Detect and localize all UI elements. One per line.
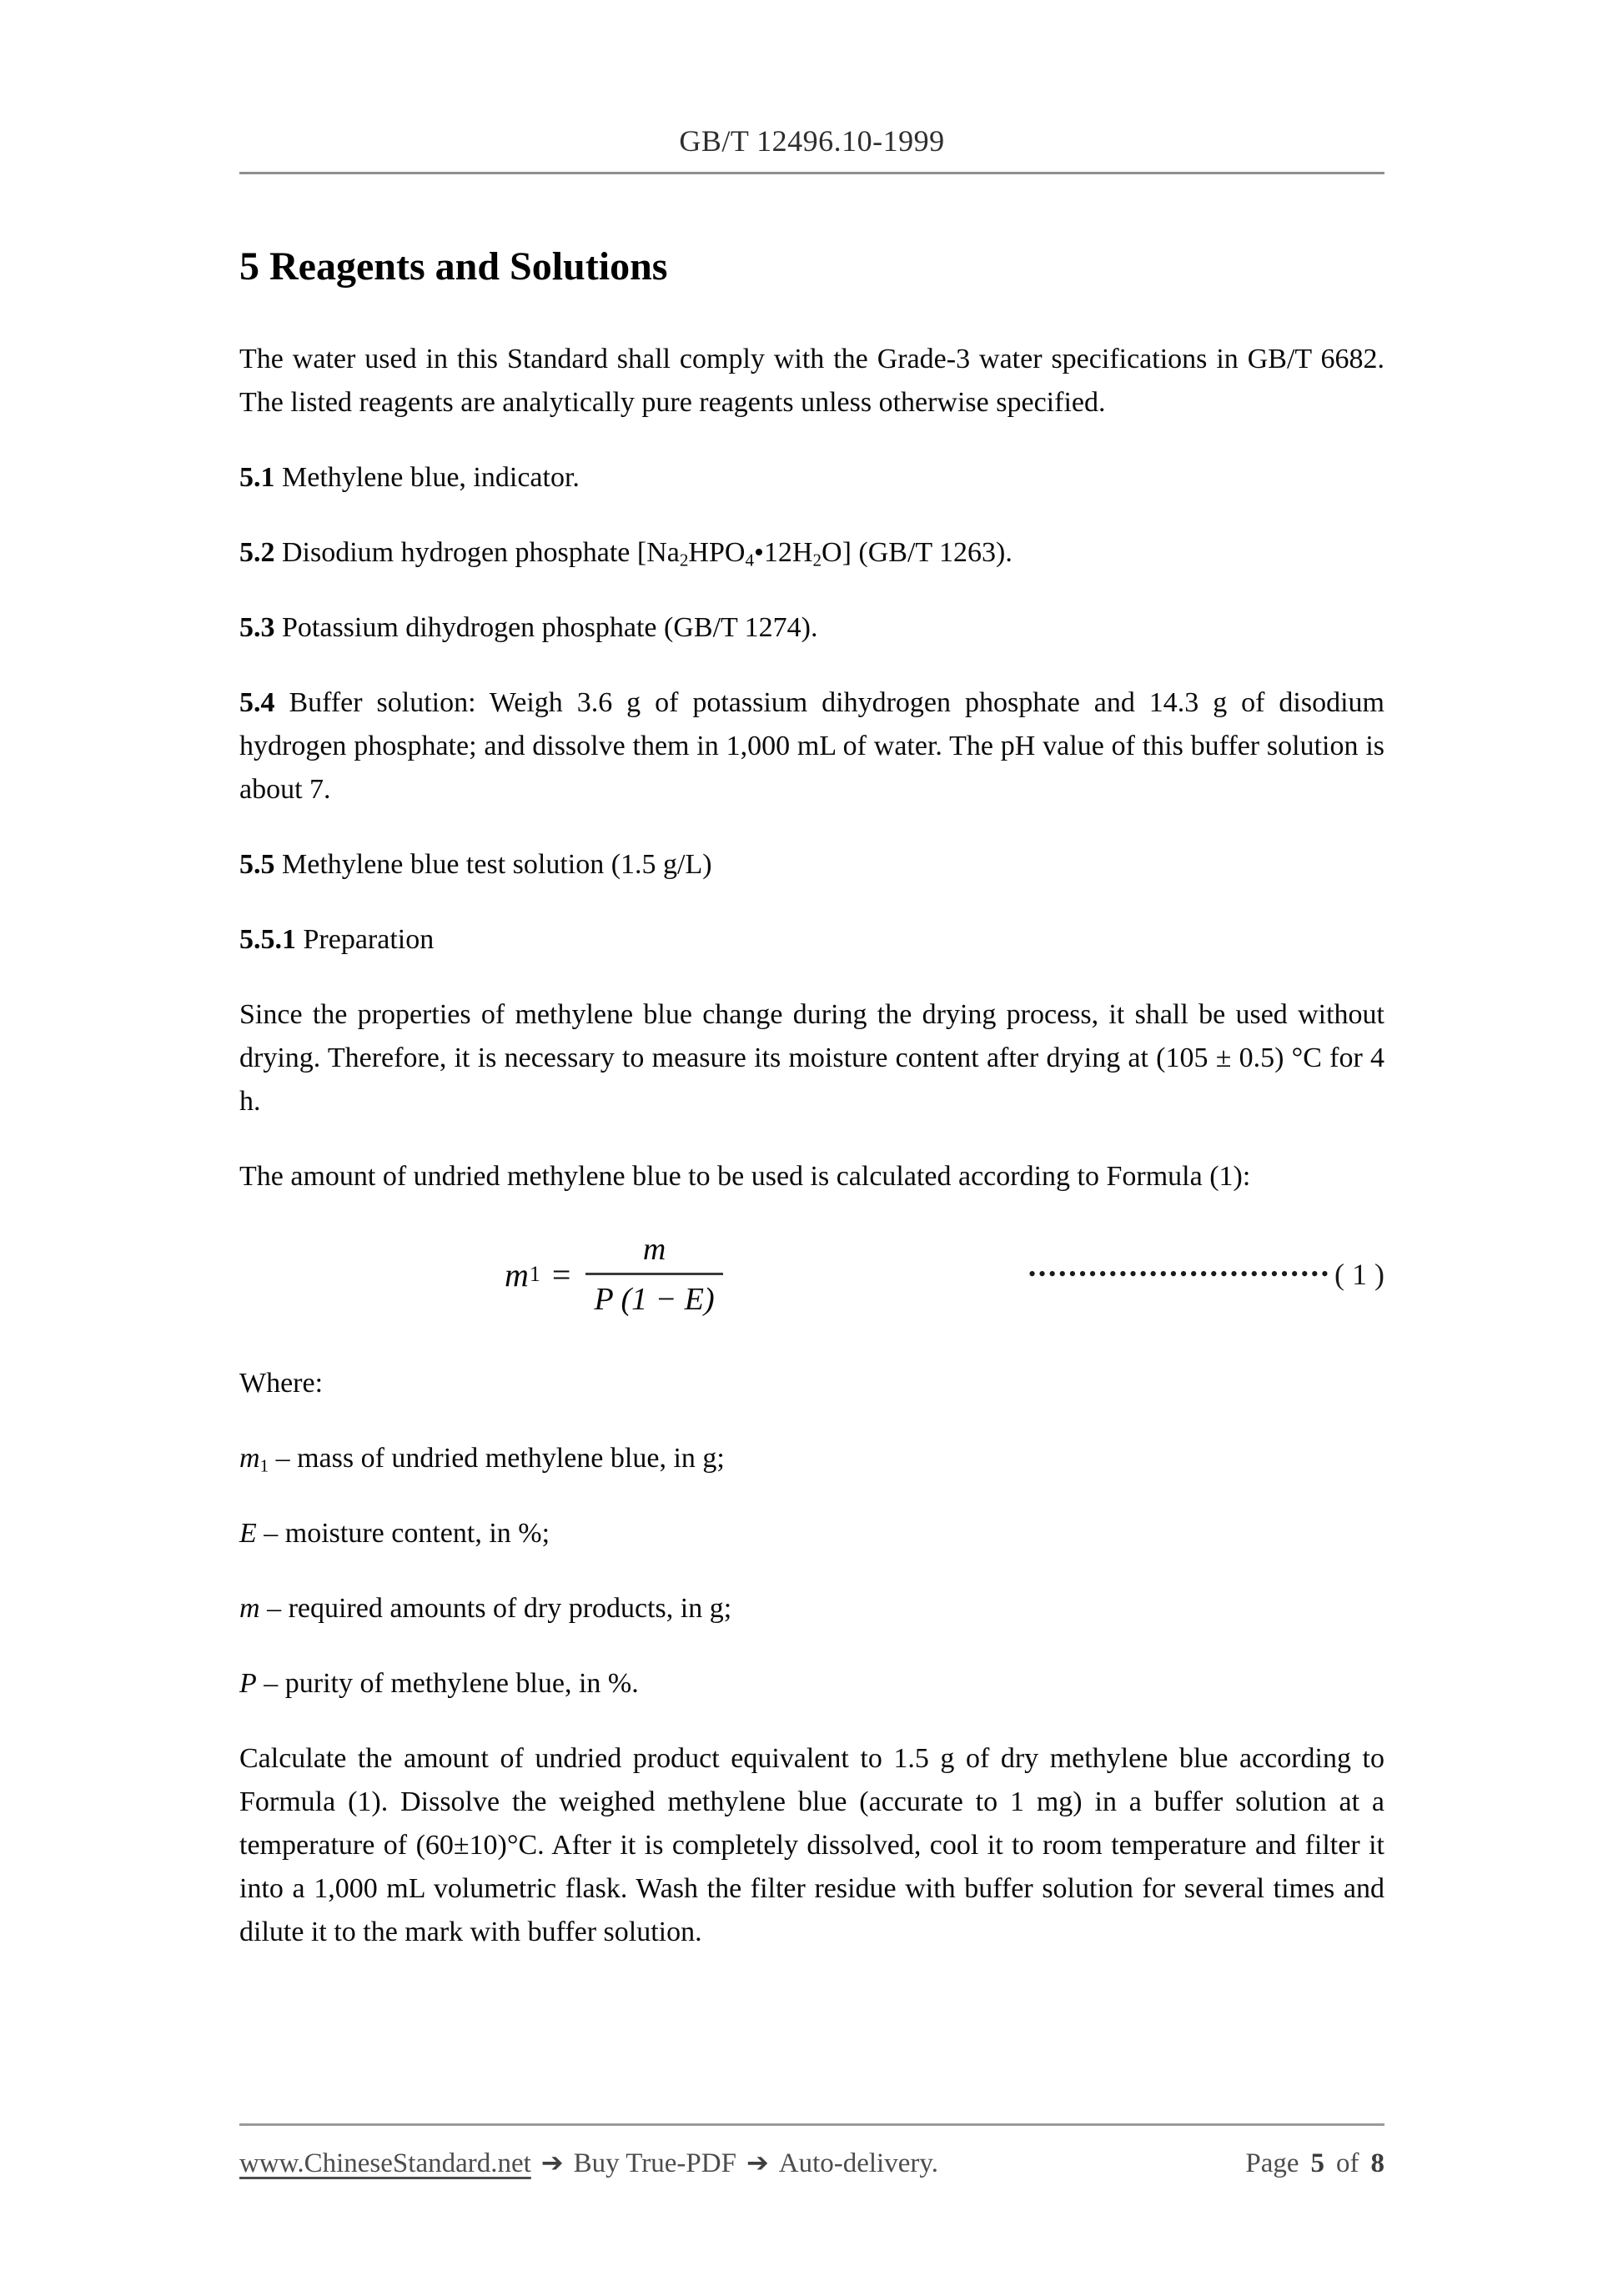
- chem-subscript: 2: [812, 550, 822, 570]
- clause-text: Methylene blue test solution (1.5 g/L): [282, 849, 712, 880]
- website-link[interactable]: www.ChineseStandard.net: [239, 2148, 531, 2178]
- definition-E: [239, 1512, 1384, 1555]
- chem-subscript: 4: [745, 550, 754, 570]
- footer-divider: [239, 2123, 1384, 2126]
- page-footer: [239, 2123, 1384, 2180]
- definition-m1: [239, 1437, 1384, 1480]
- definition-text: – moisture content, in %;: [256, 1518, 550, 1549]
- fraction-denominator: P (1 − E): [585, 1273, 722, 1319]
- definition-variable: m: [239, 1443, 260, 1474]
- footer-content: [239, 2146, 1384, 2180]
- clause-5-2: [239, 531, 1384, 575]
- formula-lhs: m 1 = $\frac{m}{P (1 - E)}$: [505, 1231, 723, 1319]
- clause-5-5-1: [239, 918, 1384, 962]
- current-page-number: 5: [1310, 2148, 1324, 2178]
- chem-subscript: 2: [679, 550, 689, 570]
- buy-pdf-label: Buy True-PDF: [573, 2148, 736, 2178]
- clause-text: Buffer solution: Weigh 3.6 g of potassium dihydrogen phosphate and 14.3 g of disodium hydrogen phosphate; and dissolve them in 1,000 mL of water. The pH value of this buffer solution is about 7.: [239, 687, 1385, 805]
- clause-number: 5.1: [239, 462, 275, 493]
- definition-variable: E: [239, 1518, 257, 1549]
- equals-sign: =: [551, 1255, 571, 1294]
- formula-number-label: ( 1 ): [1334, 1258, 1384, 1291]
- dotted-leader: ••••••••••••••••••••••••••••••: [1028, 1262, 1332, 1286]
- definition-subscript: 1: [259, 1455, 269, 1476]
- clause-5-5: [239, 843, 1384, 887]
- definition-m: [239, 1587, 1384, 1630]
- section-title: 5 Reagents and Solutions: [239, 244, 668, 289]
- clause-5-3: [239, 606, 1384, 650]
- definition-text: – purity of methylene blue, in %.: [256, 1668, 639, 1699]
- where-label: Where:: [239, 1368, 324, 1399]
- clause-number: 5.3: [239, 612, 275, 643]
- total-page-number: 8: [1370, 2148, 1384, 2178]
- clause-number: 5.4: [239, 687, 275, 718]
- definition-text: – mass of undried methylene blue, in g;: [269, 1443, 725, 1474]
- document-number-header: GB/T 12496.10-1999: [679, 124, 945, 158]
- of-label: of: [1336, 2148, 1359, 2178]
- auto-delivery-label: Auto-delivery.: [778, 2148, 938, 2178]
- clause-text: Preparation: [303, 924, 435, 955]
- page-label: Page: [1245, 2148, 1299, 2178]
- formula-1: [239, 1212, 1384, 1337]
- formula-leader: [1028, 1257, 1384, 1292]
- header-divider: [239, 172, 1384, 174]
- chem-text: HPO: [688, 537, 746, 568]
- clause-5-1: [239, 456, 1384, 500]
- clause-text: [282, 537, 1012, 568]
- chem-text: O] (GB/T 1263).: [822, 537, 1012, 568]
- intro-paragraph: The water used in this Standard shall comply with the Grade-3 water specifications in GB/T 6682. The listed reagents are analytically pure reagents unless otherwise specified.: [239, 344, 1384, 418]
- clause-number: 5.5: [239, 849, 275, 880]
- preparation-paragraph: Since the properties of methylene blue change during the drying process, it shall be used without drying. Therefore, it is necessary to measure its moisture content after drying at (105 ± 0.5) °C for 4 h.: [239, 999, 1384, 1117]
- formula-intro-paragraph: The amount of undried methylene blue to be used is calculated according to Formula (1):: [239, 1161, 1251, 1192]
- fraction-numerator: m: [642, 1231, 666, 1267]
- definition-P: [239, 1662, 1384, 1706]
- clause-5-4: [239, 681, 1384, 811]
- arrow-icon: ➔: [746, 2147, 769, 2178]
- clause-text: Methylene blue, indicator.: [282, 462, 580, 493]
- arrow-icon: ➔: [540, 2147, 564, 2178]
- formula-fraction: [585, 1231, 722, 1319]
- clause-number: 5.2: [239, 537, 275, 568]
- definition-text: – required amounts of dry products, in g;: [259, 1593, 732, 1624]
- clause-number: 5.5.1: [239, 924, 296, 955]
- chem-text: Disodium hydrogen phosphate [Na: [282, 537, 680, 568]
- chem-text: •12H: [754, 537, 813, 568]
- closing-paragraph: Calculate the amount of undried product equivalent to 1.5 g of dry methylene blue according to Formula (1). Dissolve the weighed methylene blue (accurate to 1 mg) in a buffer solution at a temperature of (60±10)°C. After it is completely dissolved, cool it to room temperature and filter it into a 1,000 mL volumetric flask. Wash the filter residue with buffer solution for several times and dilute it to the mark with buffer solution.: [239, 1743, 1384, 1947]
- definition-variable: m: [239, 1593, 260, 1624]
- definition-variable: P: [239, 1668, 257, 1699]
- clause-text: Potassium dihydrogen phosphate (GB/T 1274).: [282, 612, 818, 643]
- page-indicator: [1245, 2147, 1384, 2180]
- formula-variable-m1: m: [505, 1255, 529, 1294]
